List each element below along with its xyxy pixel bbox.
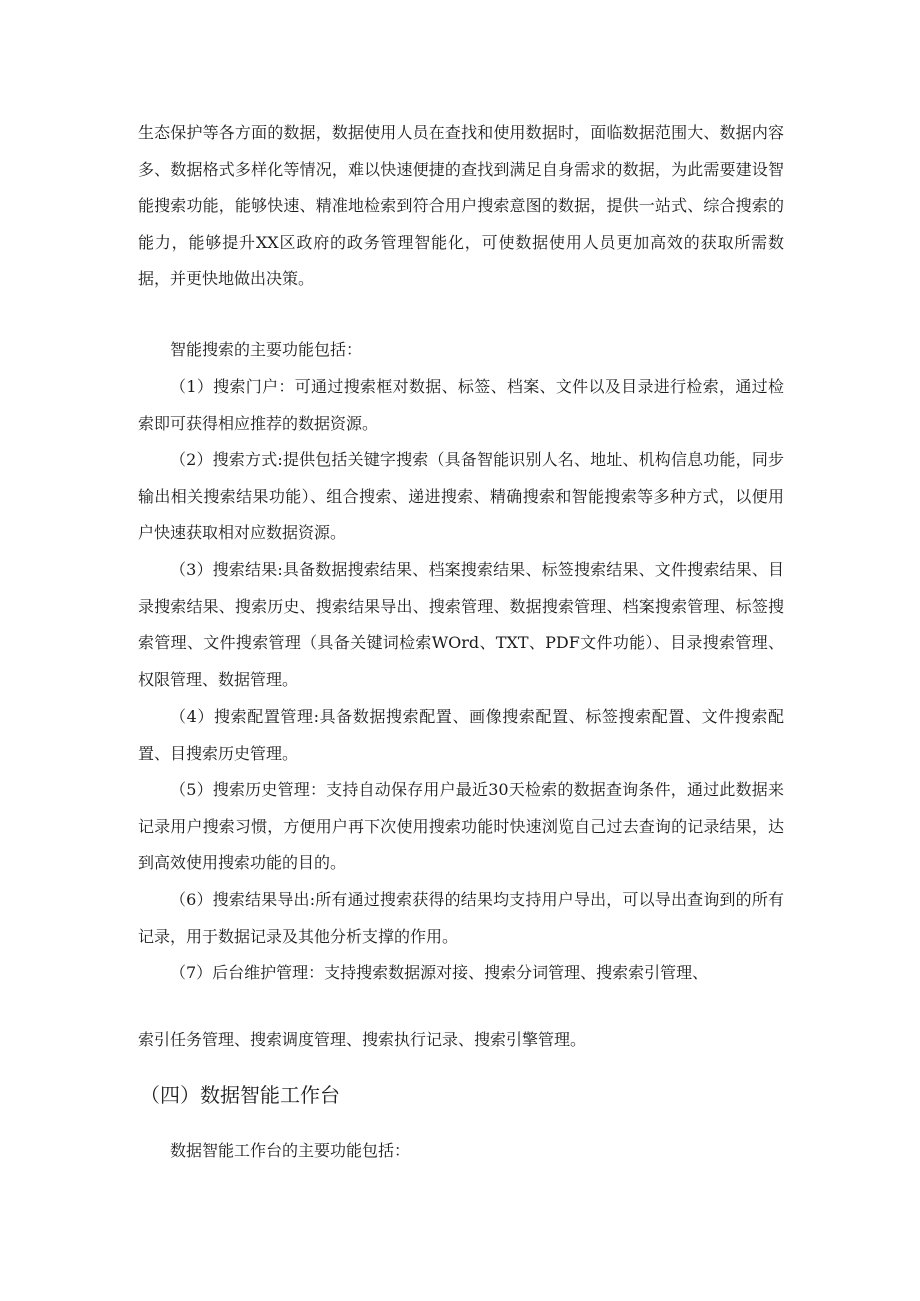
- list-item-search-results: （3）搜索结果:具备数据搜索结果、档案搜索结果、标签搜索结果、文件搜索结果、目录搜索结果、搜索历史、搜索结果导出、搜索管理、数据搜索管理、档案搜索管理、标签搜索管理、文件搜索管理（具备关键词检索WOrd、TXT、PDF文件功能）、目录搜索管理、权限管理、数据管理。: [138, 560, 784, 689]
- list-item-result-export: （6）搜索结果导出:所有通过搜索获得的结果均支持用户导出，可以导出查询到的所有记录，用于数据记录及其他分析支撑的作用。: [138, 890, 784, 946]
- list-item-search-portal: （1）搜索门户：可通过搜索框对数据、标签、档案、文件以及目录进行检索，通过检索即可获得相应推荐的数据资源。: [138, 377, 784, 433]
- intro-paragraph: 生态保护等各方面的数据，数据使用人员在查找和使用数据时，面临数据范围大、数据内容多、数据格式多样化等情况，难以快速便捷的查找到满足自身需求的数据，为此需要建设智能搜索功能，能够快速、精准地检索到符合用户搜索意图的数据，提供一站式、综合搜索的能力，能够提升XX区政府的政务管理智能化，可使数据使用人员更加高效的获取所需数据，并更快地做出决策。: [138, 123, 784, 288]
- list-item-search-methods: （2）搜索方式:提供包括关键字搜索（具备智能识别人名、地址、机构信息功能，同步输出相关搜索结果功能）、组合搜索、递进搜索、精确搜索和智能搜索等多种方式，以便用户快速获取相对应数据资源。: [138, 450, 784, 542]
- functions-intro: 智能搜索的主要功能包括：: [170, 340, 363, 359]
- list-item-backend-maintenance: （7）后台维护管理：支持搜索数据源对接、搜索分词管理、搜索索引管理、: [170, 963, 709, 982]
- section-heading: （四）数据智能工作台: [140, 1083, 340, 1107]
- list-item-search-history: （5）搜索历史管理：支持自动保存用户最近30天检索的数据查询条件，通过此数据来记录用户搜索习惯，方便用户再下次使用搜索功能时快速浏览自己过去查询的记录结果，达到高效使用搜索功能的目的。: [138, 780, 784, 872]
- continuation-text: 索引任务管理、搜索调度管理、搜索执行记录、搜索引擎管理。: [138, 1030, 587, 1049]
- list-item-search-config: （4）搜索配置管理:具备数据搜索配置、画像搜索配置、标签搜索配置、文件搜索配置、目搜索历史管理。: [138, 707, 784, 763]
- section-intro: 数据智能工作台的主要功能包括：: [170, 1141, 411, 1160]
